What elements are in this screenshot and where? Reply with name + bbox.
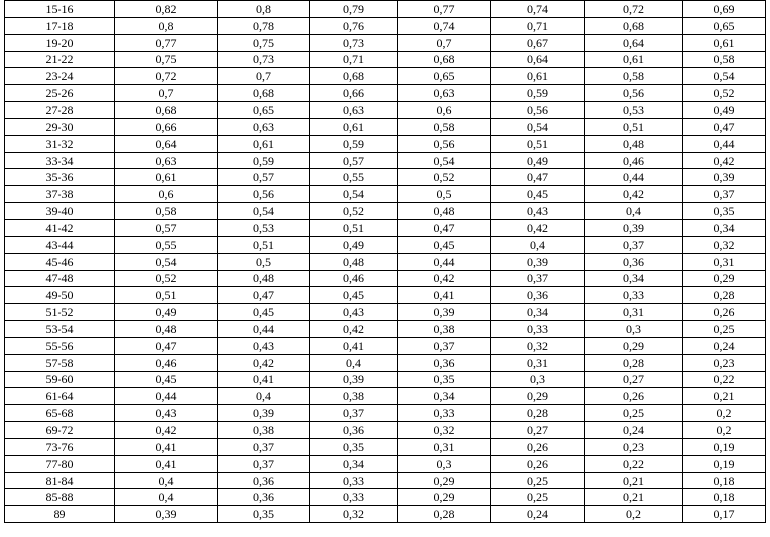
row-label-cell: 77-80: [5, 455, 115, 472]
table-cell: 0,23: [585, 438, 683, 455]
table-cell: 0,32: [398, 422, 491, 439]
row-label-cell: 89: [5, 506, 115, 523]
table-cell: 0,71: [310, 51, 398, 68]
table-row: [5, 203, 766, 220]
table-cell: 0,66: [115, 118, 218, 135]
table-cell: 0,74: [491, 1, 585, 18]
table-cell: 0,33: [491, 321, 585, 338]
row-label-cell: 69-72: [5, 422, 115, 439]
table-cell: 0,54: [218, 203, 310, 220]
table-cell: 0,32: [310, 506, 398, 523]
row-label-cell: 47-48: [5, 270, 115, 287]
table-row: [5, 102, 766, 119]
table-cell: 0,56: [398, 135, 491, 152]
table-cell: 0,43: [310, 304, 398, 321]
table-cell: 0,58: [683, 51, 766, 68]
row-label-cell: 33-34: [5, 152, 115, 169]
table-cell: 0,2: [683, 422, 766, 439]
table-cell: 0,37: [310, 405, 398, 422]
table-cell: 0,39: [398, 304, 491, 321]
table-cell: 0,5: [398, 186, 491, 203]
table-cell: 0,19: [683, 438, 766, 455]
table-cell: 0,51: [491, 135, 585, 152]
table-cell: 0,77: [398, 1, 491, 18]
table-cell: 0,63: [218, 118, 310, 135]
table-cell: 0,51: [218, 236, 310, 253]
table-row: [5, 422, 766, 439]
table-cell: 0,39: [683, 169, 766, 186]
table-cell: 0,21: [683, 388, 766, 405]
table-cell: 0,3: [585, 321, 683, 338]
table-cell: 0,37: [491, 270, 585, 287]
table-cell: 0,33: [310, 472, 398, 489]
table-cell: 0,17: [683, 506, 766, 523]
table-cell: 0,49: [683, 102, 766, 119]
table-cell: 0,41: [115, 455, 218, 472]
table-cell: 0,46: [115, 354, 218, 371]
row-label-cell: 23-24: [5, 68, 115, 85]
table-cell: 0,39: [585, 219, 683, 236]
row-label-cell: 81-84: [5, 472, 115, 489]
table-cell: 0,52: [398, 169, 491, 186]
table-cell: 0,31: [398, 438, 491, 455]
table-cell: 0,47: [398, 219, 491, 236]
table-cell: 0,41: [398, 287, 491, 304]
row-label-cell: 45-46: [5, 253, 115, 270]
table-cell: 0,75: [115, 51, 218, 68]
table-cell: 0,24: [491, 506, 585, 523]
coefficient-table: [4, 0, 766, 523]
table-cell: 0,35: [683, 203, 766, 220]
table-cell: 0,38: [218, 422, 310, 439]
table-cell: 0,46: [585, 152, 683, 169]
table-cell: 0,33: [398, 405, 491, 422]
table-cell: 0,4: [310, 354, 398, 371]
table-cell: 0,36: [398, 354, 491, 371]
row-label-cell: 61-64: [5, 388, 115, 405]
table-row: [5, 506, 766, 523]
table-cell: 0,41: [310, 337, 398, 354]
table-cell: 0,31: [683, 253, 766, 270]
table-cell: 0,37: [398, 337, 491, 354]
row-label-cell: 85-88: [5, 489, 115, 506]
table-row: [5, 321, 766, 338]
table-cell: 0,73: [310, 34, 398, 51]
table-cell: 0,28: [683, 287, 766, 304]
row-label-cell: 43-44: [5, 236, 115, 253]
table-cell: 0,41: [115, 438, 218, 455]
table-cell: 0,54: [398, 152, 491, 169]
table-row: [5, 337, 766, 354]
row-label-cell: 27-28: [5, 102, 115, 119]
table-row: [5, 354, 766, 371]
table-cell: 0,59: [218, 152, 310, 169]
table-cell: 0,68: [115, 102, 218, 119]
table-cell: 0,76: [310, 17, 398, 34]
table-cell: 0,77: [115, 34, 218, 51]
table-cell: 0,21: [585, 472, 683, 489]
table-cell: 0,25: [491, 489, 585, 506]
row-label-cell: 57-58: [5, 354, 115, 371]
table-cell: 0,49: [491, 152, 585, 169]
table-cell: 0,44: [585, 169, 683, 186]
table-cell: 0,31: [585, 304, 683, 321]
table-cell: 0,59: [310, 135, 398, 152]
table-row: [5, 388, 766, 405]
table-cell: 0,42: [218, 354, 310, 371]
table-cell: 0,45: [310, 287, 398, 304]
table-row: [5, 68, 766, 85]
table-cell: 0,53: [218, 219, 310, 236]
table-cell: 0,28: [398, 506, 491, 523]
table-cell: 0,47: [683, 118, 766, 135]
table-cell: 0,45: [398, 236, 491, 253]
table-row: [5, 236, 766, 253]
table-cell: 0,21: [585, 489, 683, 506]
table-row: [5, 34, 766, 51]
table-cell: 0,26: [585, 388, 683, 405]
table-cell: 0,24: [585, 422, 683, 439]
table-row: [5, 17, 766, 34]
table-cell: 0,68: [398, 51, 491, 68]
table-cell: 0,29: [398, 472, 491, 489]
table-cell: 0,51: [310, 219, 398, 236]
table-row: [5, 152, 766, 169]
row-label-cell: 17-18: [5, 17, 115, 34]
table-cell: 0,58: [585, 68, 683, 85]
table-cell: 0,27: [585, 371, 683, 388]
table-cell: 0,42: [398, 270, 491, 287]
table-cell: 0,51: [585, 118, 683, 135]
table-cell: 0,4: [218, 388, 310, 405]
table-cell: 0,2: [585, 506, 683, 523]
row-label-cell: 41-42: [5, 219, 115, 236]
table-cell: 0,39: [218, 405, 310, 422]
table-cell: 0,47: [491, 169, 585, 186]
table-cell: 0,24: [683, 337, 766, 354]
table-row: [5, 489, 766, 506]
table-cell: 0,3: [491, 371, 585, 388]
table-cell: 0,25: [683, 321, 766, 338]
table-cell: 0,28: [585, 354, 683, 371]
table-cell: 0,44: [398, 253, 491, 270]
table-cell: 0,57: [115, 219, 218, 236]
table-cell: 0,8: [218, 1, 310, 18]
table-row: [5, 304, 766, 321]
table-cell: 0,68: [218, 85, 310, 102]
table-cell: 0,25: [491, 472, 585, 489]
table-cell: 0,18: [683, 472, 766, 489]
row-label-cell: 55-56: [5, 337, 115, 354]
table-cell: 0,44: [683, 135, 766, 152]
table-cell: 0,79: [310, 1, 398, 18]
table-row: [5, 472, 766, 489]
table-cell: 0,32: [491, 337, 585, 354]
table-cell: 0,68: [310, 68, 398, 85]
row-label-cell: 19-20: [5, 34, 115, 51]
table-cell: 0,7: [115, 85, 218, 102]
table-cell: 0,22: [683, 371, 766, 388]
table-cell: 0,36: [218, 489, 310, 506]
table-cell: 0,42: [115, 422, 218, 439]
table-cell: 0,82: [115, 1, 218, 18]
table-cell: 0,73: [218, 51, 310, 68]
table-cell: 0,43: [491, 203, 585, 220]
table-cell: 0,36: [585, 253, 683, 270]
table-cell: 0,61: [310, 118, 398, 135]
table-cell: 0,71: [491, 17, 585, 34]
table-cell: 0,55: [310, 169, 398, 186]
table-cell: 0,37: [218, 455, 310, 472]
table-cell: 0,42: [491, 219, 585, 236]
table-cell: 0,36: [218, 472, 310, 489]
table-row: [5, 118, 766, 135]
table-cell: 0,41: [218, 371, 310, 388]
table-cell: 0,66: [310, 85, 398, 102]
table-cell: 0,56: [585, 85, 683, 102]
table-cell: 0,65: [683, 17, 766, 34]
table-cell: 0,48: [218, 270, 310, 287]
table-cell: 0,75: [218, 34, 310, 51]
table-cell: 0,65: [218, 102, 310, 119]
row-label-cell: 65-68: [5, 405, 115, 422]
table-cell: 0,61: [115, 169, 218, 186]
table-cell: 0,33: [585, 287, 683, 304]
table-cell: 0,44: [218, 321, 310, 338]
table-cell: 0,37: [218, 438, 310, 455]
table-row: [5, 219, 766, 236]
table-row: [5, 287, 766, 304]
table-row: [5, 253, 766, 270]
table-cell: 0,27: [491, 422, 585, 439]
table-cell: 0,45: [115, 371, 218, 388]
table-row: [5, 270, 766, 287]
row-label-cell: 31-32: [5, 135, 115, 152]
row-label-cell: 53-54: [5, 321, 115, 338]
table-cell: 0,35: [398, 371, 491, 388]
table-cell: 0,61: [218, 135, 310, 152]
table-cell: 0,31: [491, 354, 585, 371]
table-cell: 0,47: [115, 337, 218, 354]
table-cell: 0,29: [491, 388, 585, 405]
table-cell: 0,72: [115, 68, 218, 85]
table-cell: 0,64: [585, 34, 683, 51]
table-cell: 0,4: [115, 472, 218, 489]
row-label-cell: 49-50: [5, 287, 115, 304]
table-cell: 0,34: [585, 270, 683, 287]
table-cell: 0,43: [115, 405, 218, 422]
table-cell: 0,46: [310, 270, 398, 287]
table-cell: 0,39: [310, 371, 398, 388]
table-cell: 0,28: [491, 405, 585, 422]
table-cell: 0,35: [310, 438, 398, 455]
table-cell: 0,34: [491, 304, 585, 321]
table-cell: 0,7: [218, 68, 310, 85]
table-cell: 0,35: [218, 506, 310, 523]
table-cell: 0,42: [683, 152, 766, 169]
table-row: [5, 51, 766, 68]
table-cell: 0,39: [115, 506, 218, 523]
table-cell: 0,34: [310, 455, 398, 472]
table-cell: 0,54: [310, 186, 398, 203]
table-cell: 0,45: [491, 186, 585, 203]
table-cell: 0,54: [115, 253, 218, 270]
table-cell: 0,29: [398, 489, 491, 506]
row-label-cell: 59-60: [5, 371, 115, 388]
table-cell: 0,49: [115, 304, 218, 321]
row-label-cell: 25-26: [5, 85, 115, 102]
table-cell: 0,45: [218, 304, 310, 321]
table-cell: 0,38: [310, 388, 398, 405]
table-cell: 0,2: [683, 405, 766, 422]
table-cell: 0,48: [115, 321, 218, 338]
table-cell: 0,26: [683, 304, 766, 321]
table-row: [5, 186, 766, 203]
table-cell: 0,34: [398, 388, 491, 405]
table-cell: 0,57: [310, 152, 398, 169]
table-cell: 0,22: [585, 455, 683, 472]
table-cell: 0,8: [115, 17, 218, 34]
table-cell: 0,54: [683, 68, 766, 85]
table-row: [5, 135, 766, 152]
table-cell: 0,29: [585, 337, 683, 354]
table-row: [5, 405, 766, 422]
table-cell: 0,56: [491, 102, 585, 119]
table-cell: 0,48: [398, 203, 491, 220]
table-row: [5, 455, 766, 472]
table-cell: 0,58: [115, 203, 218, 220]
row-label-cell: 39-40: [5, 203, 115, 220]
table-cell: 0,64: [491, 51, 585, 68]
table-cell: 0,5: [218, 253, 310, 270]
row-label-cell: 37-38: [5, 186, 115, 203]
row-label-cell: 21-22: [5, 51, 115, 68]
row-label-cell: 15-16: [5, 1, 115, 18]
table-cell: 0,34: [683, 219, 766, 236]
table-cell: 0,48: [310, 253, 398, 270]
table-cell: 0,52: [310, 203, 398, 220]
table-cell: 0,39: [491, 253, 585, 270]
table-cell: 0,44: [115, 388, 218, 405]
table-cell: 0,63: [115, 152, 218, 169]
table-row: [5, 371, 766, 388]
table-cell: 0,52: [115, 270, 218, 287]
table-cell: 0,4: [491, 236, 585, 253]
table-cell: 0,57: [218, 169, 310, 186]
table-row: [5, 85, 766, 102]
table-cell: 0,42: [585, 186, 683, 203]
table-cell: 0,72: [585, 1, 683, 18]
table-cell: 0,26: [491, 455, 585, 472]
table-cell: 0,58: [398, 118, 491, 135]
table-cell: 0,3: [398, 455, 491, 472]
table-cell: 0,59: [491, 85, 585, 102]
table-cell: 0,63: [310, 102, 398, 119]
table-cell: 0,4: [115, 489, 218, 506]
table-cell: 0,54: [491, 118, 585, 135]
table-cell: 0,6: [115, 186, 218, 203]
table-cell: 0,7: [398, 34, 491, 51]
table-cell: 0,37: [585, 236, 683, 253]
table-cell: 0,43: [218, 337, 310, 354]
table-cell: 0,64: [115, 135, 218, 152]
table-cell: 0,49: [310, 236, 398, 253]
table-cell: 0,56: [218, 186, 310, 203]
table-cell: 0,4: [585, 203, 683, 220]
table-cell: 0,61: [683, 34, 766, 51]
table-cell: 0,53: [585, 102, 683, 119]
table-cell: 0,47: [218, 287, 310, 304]
table-cell: 0,52: [683, 85, 766, 102]
table-cell: 0,18: [683, 489, 766, 506]
table-cell: 0,32: [683, 236, 766, 253]
table-body: [5, 1, 766, 523]
table-cell: 0,65: [398, 68, 491, 85]
table-cell: 0,55: [115, 236, 218, 253]
row-label-cell: 51-52: [5, 304, 115, 321]
row-label-cell: 73-76: [5, 438, 115, 455]
table-cell: 0,26: [491, 438, 585, 455]
table-cell: 0,42: [310, 321, 398, 338]
table-cell: 0,6: [398, 102, 491, 119]
table-row: [5, 1, 766, 18]
table-row: [5, 169, 766, 186]
table-cell: 0,74: [398, 17, 491, 34]
table-cell: 0,69: [683, 1, 766, 18]
table-cell: 0,61: [491, 68, 585, 85]
table-cell: 0,25: [585, 405, 683, 422]
table-cell: 0,36: [310, 422, 398, 439]
table-cell: 0,29: [683, 270, 766, 287]
table-cell: 0,67: [491, 34, 585, 51]
table-cell: 0,19: [683, 455, 766, 472]
table-cell: 0,68: [585, 17, 683, 34]
table-cell: 0,33: [310, 489, 398, 506]
table-cell: 0,48: [585, 135, 683, 152]
table-cell: 0,23: [683, 354, 766, 371]
table-cell: 0,51: [115, 287, 218, 304]
table-cell: 0,63: [398, 85, 491, 102]
table-cell: 0,38: [398, 321, 491, 338]
row-label-cell: 29-30: [5, 118, 115, 135]
table-cell: 0,61: [585, 51, 683, 68]
table-cell: 0,36: [491, 287, 585, 304]
table-cell: 0,37: [683, 186, 766, 203]
row-label-cell: 35-36: [5, 169, 115, 186]
table-row: [5, 438, 766, 455]
table-cell: 0,78: [218, 17, 310, 34]
